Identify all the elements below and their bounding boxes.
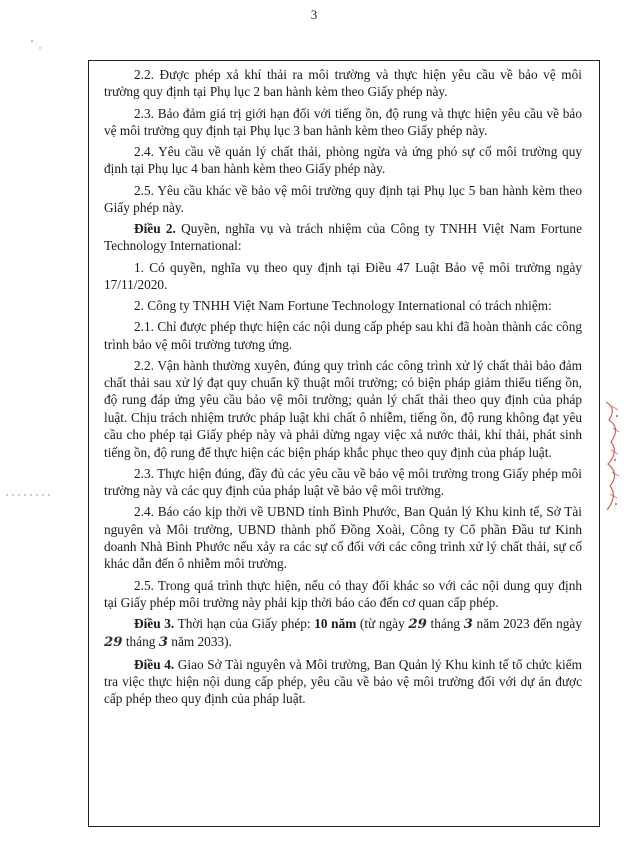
paragraph-2-5: 2.5. Yêu cầu khác về bảo vệ môi trường quy định tại Phụ lục 5 ban hành kèm theo Giấy phép này. <box>104 182 582 215</box>
article-3-text: tháng <box>426 616 464 632</box>
start-month-handwritten: 3 <box>463 617 473 633</box>
document-body <box>104 66 582 711</box>
article-3-text: năm 2033). <box>167 634 232 650</box>
article-3-text: năm 2023 đến ngày <box>472 616 582 632</box>
article-3-text: tháng <box>122 634 159 650</box>
article-4-text: Giao Sở Tài nguyên và Môi trường, Ban Quản lý Khu kinh tế tổ chức kiểm tra việc thực hiện nội dung cấp phép, yêu cầu về bảo vệ môi trường đối với dự án được cấp phép theo quy định của pháp luật. <box>104 656 582 707</box>
article-2-intro-text: Quyền, nghĩa vụ và trách nhiệm của Công ty TNHH Việt Nam Fortune Technology International: <box>104 221 582 254</box>
start-day-handwritten: 29 <box>408 617 427 633</box>
license-duration: 10 năm <box>314 616 357 632</box>
article-4-heading: Điều 4. <box>134 656 175 672</box>
paragraph-2-3: 2.3. Bảo đảm giá trị giới hạn đối với tiếng ồn, độ rung và thực hiện yêu cầu về bảo vệ môi trường quy định tại Phụ lục 3 ban hành kèm theo Giấy phép này. <box>104 105 582 138</box>
scan-speck <box>28 38 46 52</box>
paragraph-2-4: 2.4. Yêu cầu về quản lý chất thải, phòng ngừa và ứng phó sự cố môi trường quy định tại Phụ lục 4 ban hành kèm theo Giấy phép này. <box>104 144 582 177</box>
article-2-clause-2-5: 2.5. Trong quá trình thực hiện, nếu có thay đổi khác so với các nội dung quy định tại Giấy phép môi trường này phải kịp thời báo cáo đến cơ quan cấp phép. <box>104 577 582 610</box>
article-2-clause-1: 1. Có quyền, nghĩa vụ theo quy định tại Điều 47 Luật Bảo vệ môi trường ngày 17/11/2020. <box>104 259 582 292</box>
page-number: 3 <box>310 7 318 22</box>
end-day-handwritten: 29 <box>104 635 123 651</box>
end-month-handwritten: 3 <box>158 635 168 651</box>
paragraph-2-2: 2.2. Được phép xả khí thải ra môi trường và thực hiện yêu cầu về bảo vệ môi trường quy định tại Phụ lục 2 ban hành kèm theo Giấy phép này. <box>104 67 582 100</box>
article-2-heading: Điều 2. <box>134 221 176 236</box>
article-2-clause-2-4: 2.4. Báo cáo kịp thời về UBND tỉnh Bình Phước, Ban Quản lý Khu kinh tế, Sở Tài nguyên và Môi trường, UBND thành phố Đồng Xoài, Công ty Cổ phần Đầu tư Kinh doanh Nhà Bình Phước nếu xảy ra các sự cố đối với các công trình xử lý chất thải, sự cố khác dẫn đến ô nhiễm môi trường. <box>104 504 582 572</box>
article-3-heading: Điều 3. <box>134 616 175 632</box>
article-2-clause-2: 2. Công ty TNHH Việt Nam Fortune Technology International có trách nhiệm: <box>134 298 552 313</box>
article-4 <box>104 656 582 708</box>
article-3 <box>104 615 582 652</box>
seal-stamp-edge <box>603 398 625 516</box>
article-2-intro <box>104 220 582 255</box>
article-2-clause-2-1: 2.1. Chỉ được phép thực hiện các nội dung cấp phép sau khi đã hoàn thành các công trình bảo vệ môi trường tương ứng. <box>104 319 582 352</box>
article-3-text: (từ ngày <box>356 616 409 632</box>
article-2-clause-2-3: 2.3. Thực hiện đúng, đầy đủ các yêu cầu về bảo vệ môi trường trong Giấy phép môi trường này và các quy định của pháp luật về bảo vệ môi trường. <box>104 465 582 499</box>
article-2-clause-2-2: 2.2. Vận hành thường xuyên, đúng quy trình các công trình xử lý chất thải bảo đảm chất thải sau xử lý đạt quy chuẩn kỹ thuật môi trường; có biện pháp giảm thiểu tiếng ồn, độ rung đáp ứng yêu cầu bảo vệ môi trường; quản lý chất thải theo quy định của pháp luật. Chịu trách nhiệm trước pháp luật khi chất ô nhiễm, tiếng ồn, độ rung không đạt yêu cầu cho phép tại Giấy phép này và phải dừng ngay việc xả nước thải, khí thải, phát sinh tiếng ồn, độ rung để thực hiện các biện pháp khắc phục theo quy định của pháp luật. <box>104 357 582 460</box>
margin-dots <box>6 485 56 491</box>
article-3-text: Thời hạn của Giấy phép: <box>174 616 315 632</box>
